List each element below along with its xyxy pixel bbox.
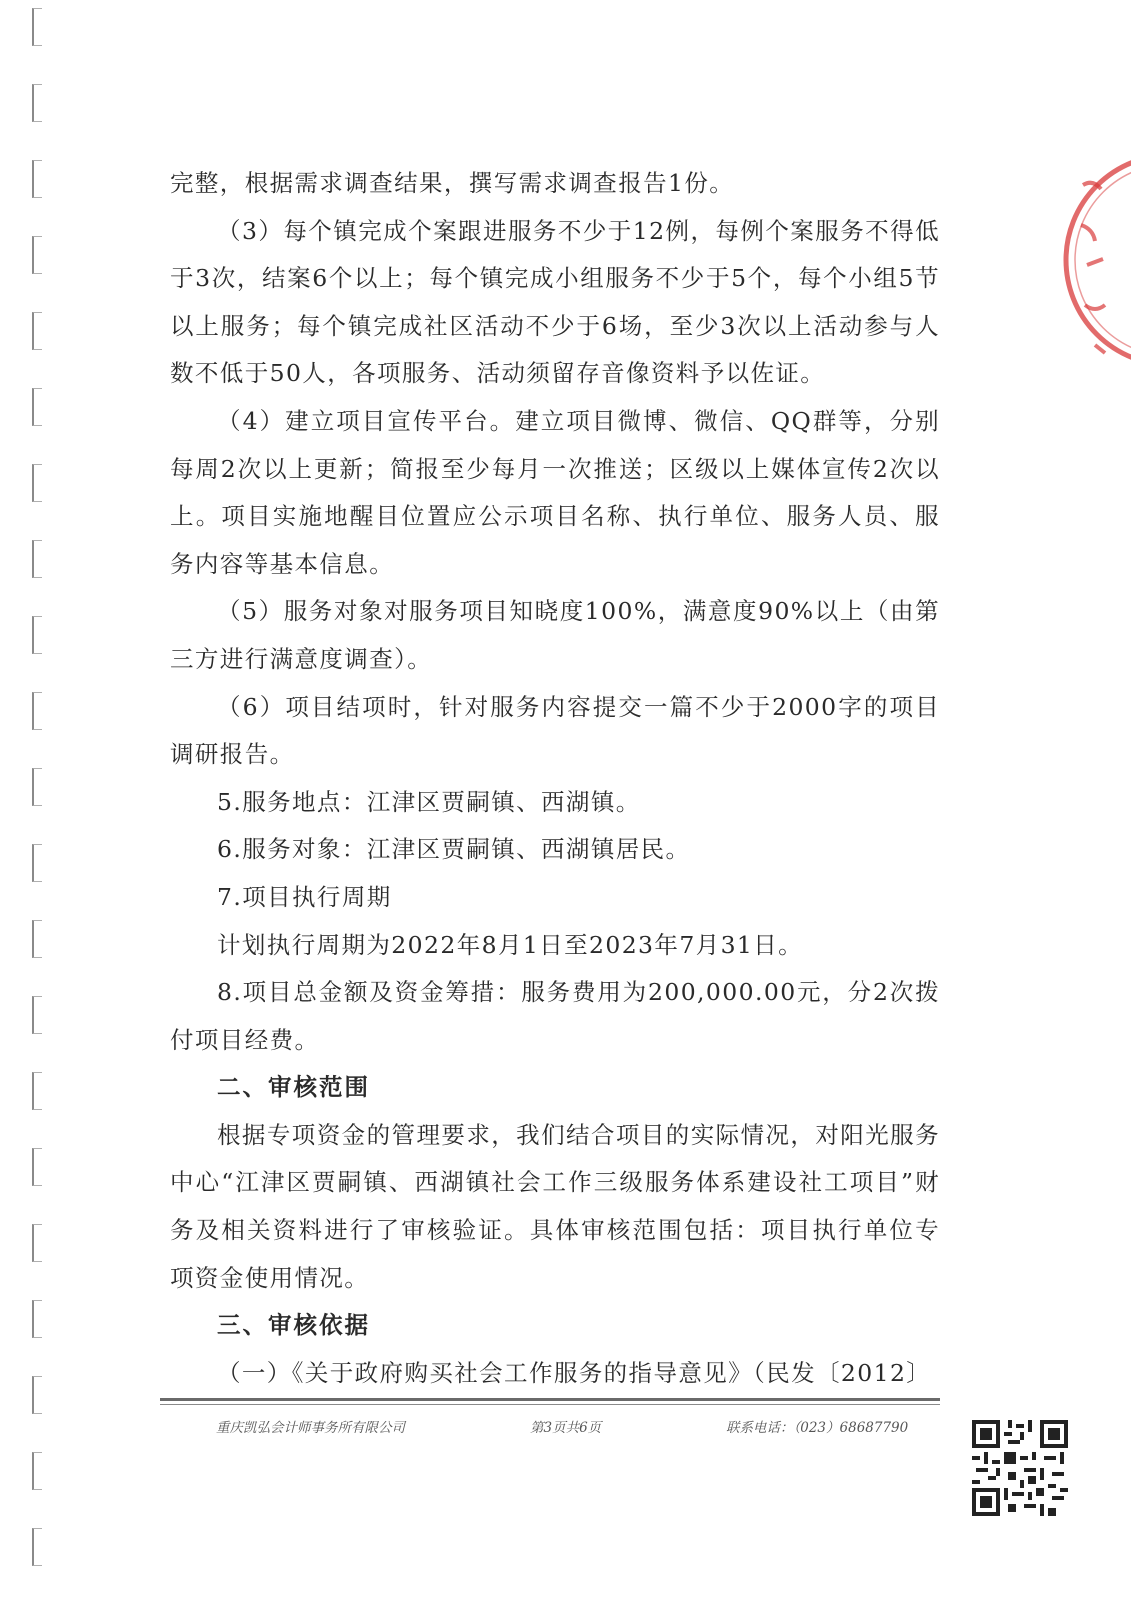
paragraph: 6.服务对象：江津区贾嗣镇、西湖镇居民。 [217, 835, 691, 864]
paragraph: 根据专项资金的管理要求，我们结合项目的实际情况，对阳光服务中心“江津区贾嗣镇、西湖镇社会工作三级服务体系建设社工项目”财务及相关资料进行了审核验证。具体审核范围包括：项目执行单位专项资金使用情况。 [170, 1120, 940, 1292]
footer-rule [160, 1398, 940, 1401]
red-seal-stamp [1061, 115, 1131, 405]
page-footer [168, 1416, 938, 1440]
section-heading: 三、审核依据 [217, 1311, 370, 1340]
paragraph: 5.服务地点：江津区贾嗣镇、西湖镇。 [217, 787, 641, 816]
footer-rule [160, 1404, 940, 1405]
paragraph: 8.项目总金额及资金筹措：服务费用为200,000.00元，分2次拨付项目经费。 [170, 978, 940, 1054]
qr-code-icon [972, 1420, 1068, 1516]
paragraph: （6）项目结项时，针对服务内容提交一篇不少于2000字的项目调研报告。 [170, 692, 940, 769]
paragraph: （一）《关于政府购买社会工作服务的指导意见》（民发〔2012〕 [217, 1358, 932, 1387]
body-text [170, 160, 940, 1397]
footer-page-number: 第3页共6页 [530, 1420, 602, 1436]
paragraph: 计划执行周期为2022年8月1日至2023年7月31日。 [217, 930, 804, 959]
paragraph: 完整，根据需求调查结果，撰写需求调查报告1份。 [170, 169, 735, 197]
paragraph: （4）建立项目宣传平台。建立项目微博、微信、QQ群等，分别每周2次以上更新；简报至少每月一次推送；区级以上媒体宣传2次以上。项目实施地醒目位置应公示项目名称、执行单位、服务人员、服务内容等基本信息。 [170, 406, 940, 578]
section-heading: 二、审核范围 [217, 1073, 370, 1102]
paragraph: （5）服务对象对服务项目知晓度100%，满意度90%以上（由第三方进行满意度调查）。 [170, 597, 940, 673]
paragraph: （3）每个镇完成个案跟进服务不少于12例，每例个案服务不得低于3次，结案6个以上；每个镇完成小组服务不少于5个，每个小组5节以上服务；每个镇完成社区活动不少于6场，至少3次以上活动参与人数不低于50人，各项服务、活动须留存音像资料予以佐证。 [170, 216, 940, 388]
footer-phone: 联系电话：（023）68687790 [726, 1420, 909, 1436]
paragraph: 7.项目执行周期 [217, 882, 392, 911]
footer-company: 重庆凯弘会计师事务所有限公司 [216, 1420, 405, 1436]
binding-marks [32, 0, 48, 1600]
